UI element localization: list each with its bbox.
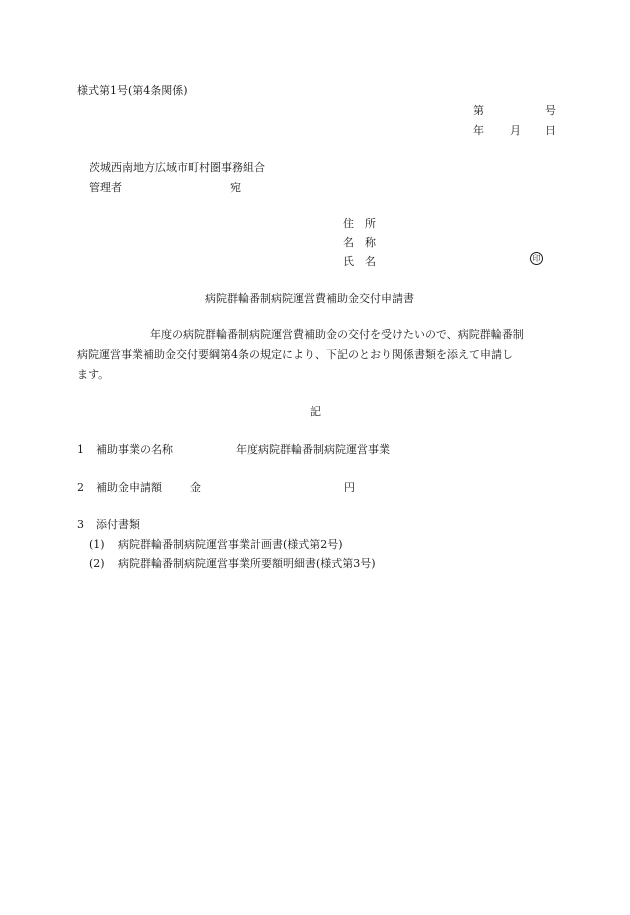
date-day: 日 [545, 124, 556, 137]
date-month: 月 [510, 124, 521, 137]
item1-number: 1 [77, 443, 84, 456]
attachment-1-text: 病院群輪番制病院運営事業計画書(様式第2号) [118, 538, 343, 551]
item2-yen: 円 [344, 481, 355, 494]
attachment-2-text: 病院群輪番制病院運営事業所要額明細書(様式第3号) [118, 557, 376, 570]
addressee-organization: 茨城西南地方広域市町村圏事務組合 [89, 161, 265, 174]
seal-mark: 印 [530, 252, 543, 265]
addressee-title: 管理者 [89, 181, 122, 194]
attachment-1-number: (1) [89, 538, 105, 551]
address-label: 住 所 [343, 217, 376, 230]
item2-number: 2 [77, 481, 84, 494]
name-label: 名 称 [343, 236, 376, 249]
addressee-honorific: 宛 [230, 181, 241, 194]
item2-kin: 金 [190, 481, 201, 494]
body-line-1: 年度の病院群輪番制病院運営費補助金の交付を受けたいので、病院群輪番制 [150, 328, 524, 341]
item2-label: 補助金申請額 [96, 481, 162, 494]
number-go: 号 [545, 104, 556, 117]
ki-heading: 記 [310, 405, 321, 418]
item3-label: 添付書類 [96, 518, 140, 531]
item3-number: 3 [77, 518, 84, 531]
body-line-3: ます。 [77, 368, 110, 381]
item1-value: 年度病院群輪番制病院運営事業 [236, 443, 390, 456]
person-label: 氏 名 [343, 255, 376, 268]
form-number: 様式第1号(第4条関係) [77, 84, 188, 97]
item1-label: 補助事業の名称 [96, 443, 173, 456]
document-title: 病院群輪番制病院運営費補助金交付申請書 [205, 292, 414, 305]
date-year: 年 [473, 124, 484, 137]
body-line-2: 病院運営事業補助金交付要綱第4条の規定により、下記のとおり関係書類を添えて申請し [77, 348, 513, 361]
number-dai: 第 [473, 104, 484, 117]
attachment-2-number: (2) [89, 557, 105, 570]
